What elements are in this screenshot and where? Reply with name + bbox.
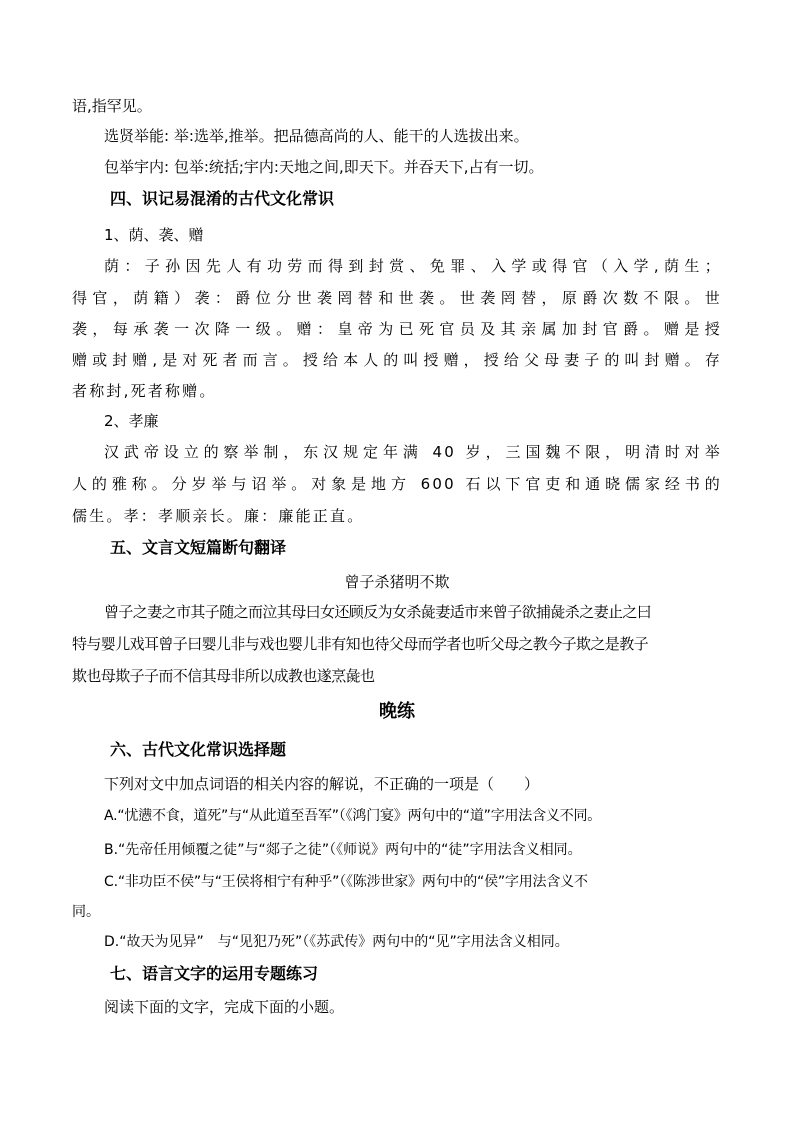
option-a: A.“忧懑不食，道死”与“从此道至吾军”（《鸿门宴》两句中的“道”字用法含义不同。 [104,808,602,824]
paragraph-line: 欺也母欺子子而不信其母非所以成教也遂烹彘也 [72,667,375,685]
text-line: 包举宇内: 包举:统括;宇内:天地之间,即天下。并吞天下,占有一切。 [104,158,544,176]
paragraph-line: 儒生。孝：孝顺亲长。廉：廉能正直。 [72,507,365,525]
text-line: 语,指罕见。 [72,97,152,115]
paragraph-line: 特与婴儿戏耳曾子曰婴儿非与戏也婴儿非有知也待父母而学者也听父母之教今子欺之是教子 [72,635,649,653]
paragraph-line: 人的雅称。分岁举与诏举。对象是地方 600 石以下官吏和通晓儒家经书的 [72,475,722,493]
paragraph-line: 汉武帝设立的察举制，东汉规定年满 40 岁，三国魏不限，明清时对举 [104,443,722,461]
paragraph-line: 者称封,死者称赠。 [72,382,217,400]
option-c: C.“非功臣不侯”与“王侯将相宁有种乎”（《陈涉世家》两句中的“侯”字用法含义不 [104,874,588,890]
section-heading: 四、识记易混淆的古代文化常识 [110,189,335,208]
subheading: 2、孝廉 [104,412,159,430]
option-d: D.“故天为见异” 与“见犯乃死”（《苏武传》两句中的“见”字用法含义相同。 [104,934,569,950]
evening-practice-title: 晚练 [379,701,415,722]
option-b: B.“先帝任用倾覆之徒”与“郯子之徒”（《师说》两句中的“徒”字用法含义相同。 [104,842,582,858]
section-heading: 六、古代文化常识选择题 [110,740,287,759]
paragraph-line: 曾子之妻之市其子随之而泣其母曰女还顾反为女杀彘妻适市来曾子欲捕彘杀之妻止之曰 [104,603,652,621]
option-c-continued: 同。 [72,904,100,920]
paragraph-line: 赠或封赠,是对死者而言。授给本人的叫授赠，授给父母妻子的叫封赠。存 [72,351,722,369]
subheading: 1、荫、袭、赠 [104,226,204,244]
story-title: 曾子杀猪明不欺 [344,573,450,591]
paragraph-line: 荫：子孙因先人有功劳而得到封赏、免罪、入学或得官（入学,荫生； [104,257,722,275]
instruction-text: 阅读下面的文字，完成下面的小题。 [104,998,345,1016]
question-stem: 下列对文中加点词语的相关内容的解说，不正确的一项是（ ） [104,775,540,793]
section-heading: 五、文言文短篇断句翻译 [110,538,287,557]
text-line: 选贤举能: 举:选举,推举。把品德高尚的人、能干的人选拔出来。 [104,127,529,145]
paragraph-line: 袭，每承袭一次降一级。赠：皇帝为已死官员及其亲属加封官爵。赠是授 [72,320,722,338]
paragraph-line: 得官，荫籍）袭：爵位分世袭罔替和世袭。世袭罔替，原爵次数不限。世 [72,289,722,307]
section-heading: 七、语言文字的运用专题练习 [110,964,319,983]
